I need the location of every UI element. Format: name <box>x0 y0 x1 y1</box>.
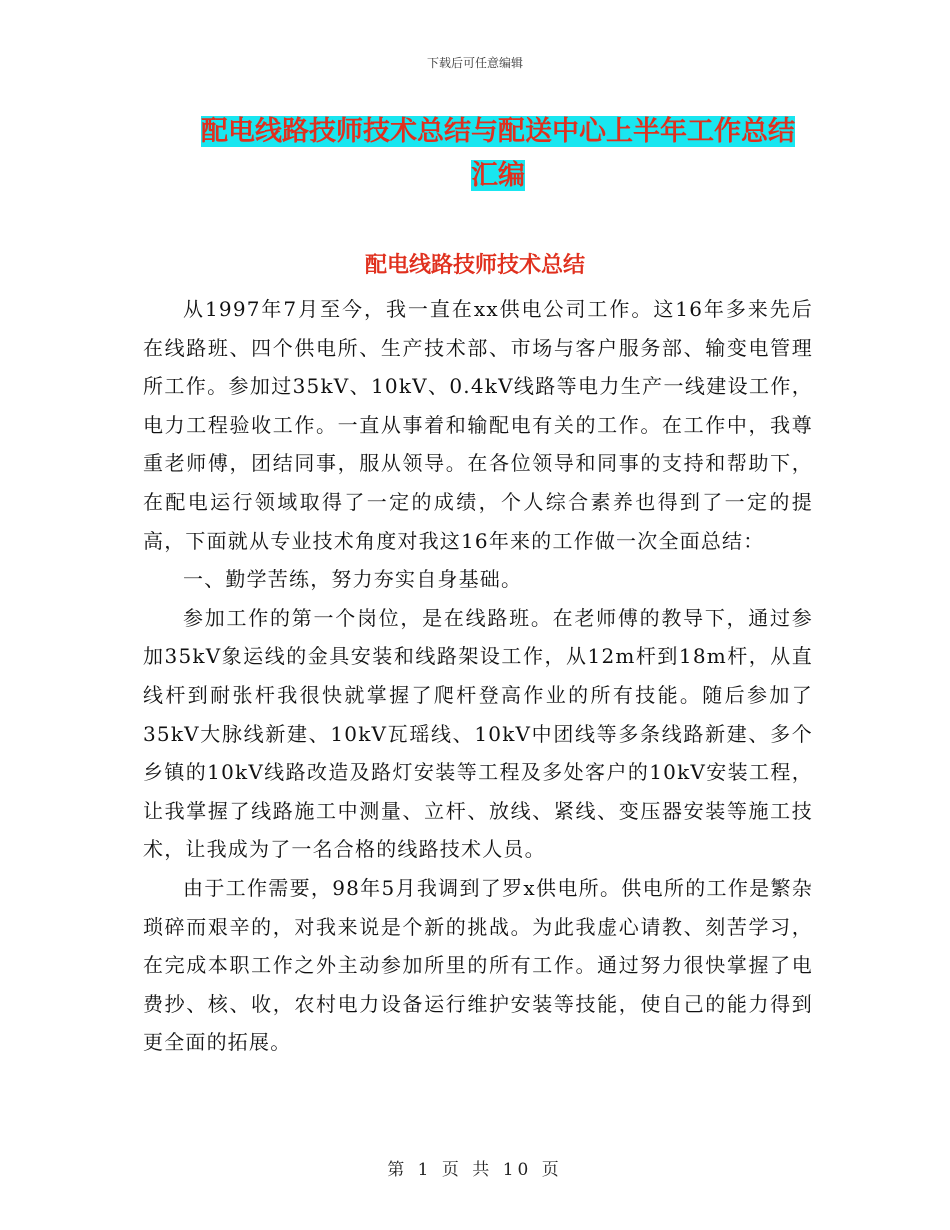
document-body <box>143 290 813 1062</box>
body-paragraph: 由于工作需要，98年5月我调到了罗x供电所。供电所的工作是繁杂琐碎而艰辛的，对我来说是个新的挑战。为此我虚心请教、刻苦学习，在完成本职工作之外主动参加所里的所有工作。通过努力很快掌握了电费抄、核、收，农村电力设备运行维护安装等技能，使自己的能力得到更全面的拓展。 <box>143 875 813 1055</box>
page-footer: 第 1 页 共 10 页 <box>387 1160 563 1180</box>
body-paragraph: 从1997年7月至今，我一直在xx供电公司工作。这16年多来先后在线路班、四个供电所、生产技术部、市场与客户服务部、输变电管理所工作。参加过35kV、10kV、0.4kV线路等电力生产一线建设工作，电力工程验收工作。一直从事着和输配电有关的工作。在工作中，我尊重老师傅，团结同事，服从领导。在各位领导和同事的支持和帮助下，在配电运行领域取得了一定的成绩，个人综合素养也得到了一定的提高，下面就从专业技术角度对我这16年来的工作做一次全面总结： <box>143 297 813 553</box>
section-title: 配电线路技师技术总结 <box>364 253 585 278</box>
document-title <box>190 110 806 198</box>
page-header-note: 下载后可任意编辑 <box>426 56 523 70</box>
document-title-text: 配电线路技师技术总结与配送中心上半年工作总结汇编 <box>201 116 795 191</box>
body-paragraph: 一、勤学苦练，努力夯实自身基础。 <box>183 567 523 592</box>
body-paragraph: 参加工作的第一个岗位，是在线路班。在老师傅的教导下，通过参加35kV象运线的金具安装和线路架设工作，从12m杆到18m杆，从直线杆到耐张杆我很快就掌握了爬杆登高作业的所有技能。随后参加了35kV大脉线新建、10kV瓦瑶线、10kV中团线等多条线路新建、多个乡镇的10kV线路改造及路灯安装等工程及多处客户的10kV安装工程，让我掌握了线路施工中测量、立杆、放线、紧线、变压器安装等施工技术，让我成为了一名合格的线路技术人员。 <box>143 605 813 862</box>
